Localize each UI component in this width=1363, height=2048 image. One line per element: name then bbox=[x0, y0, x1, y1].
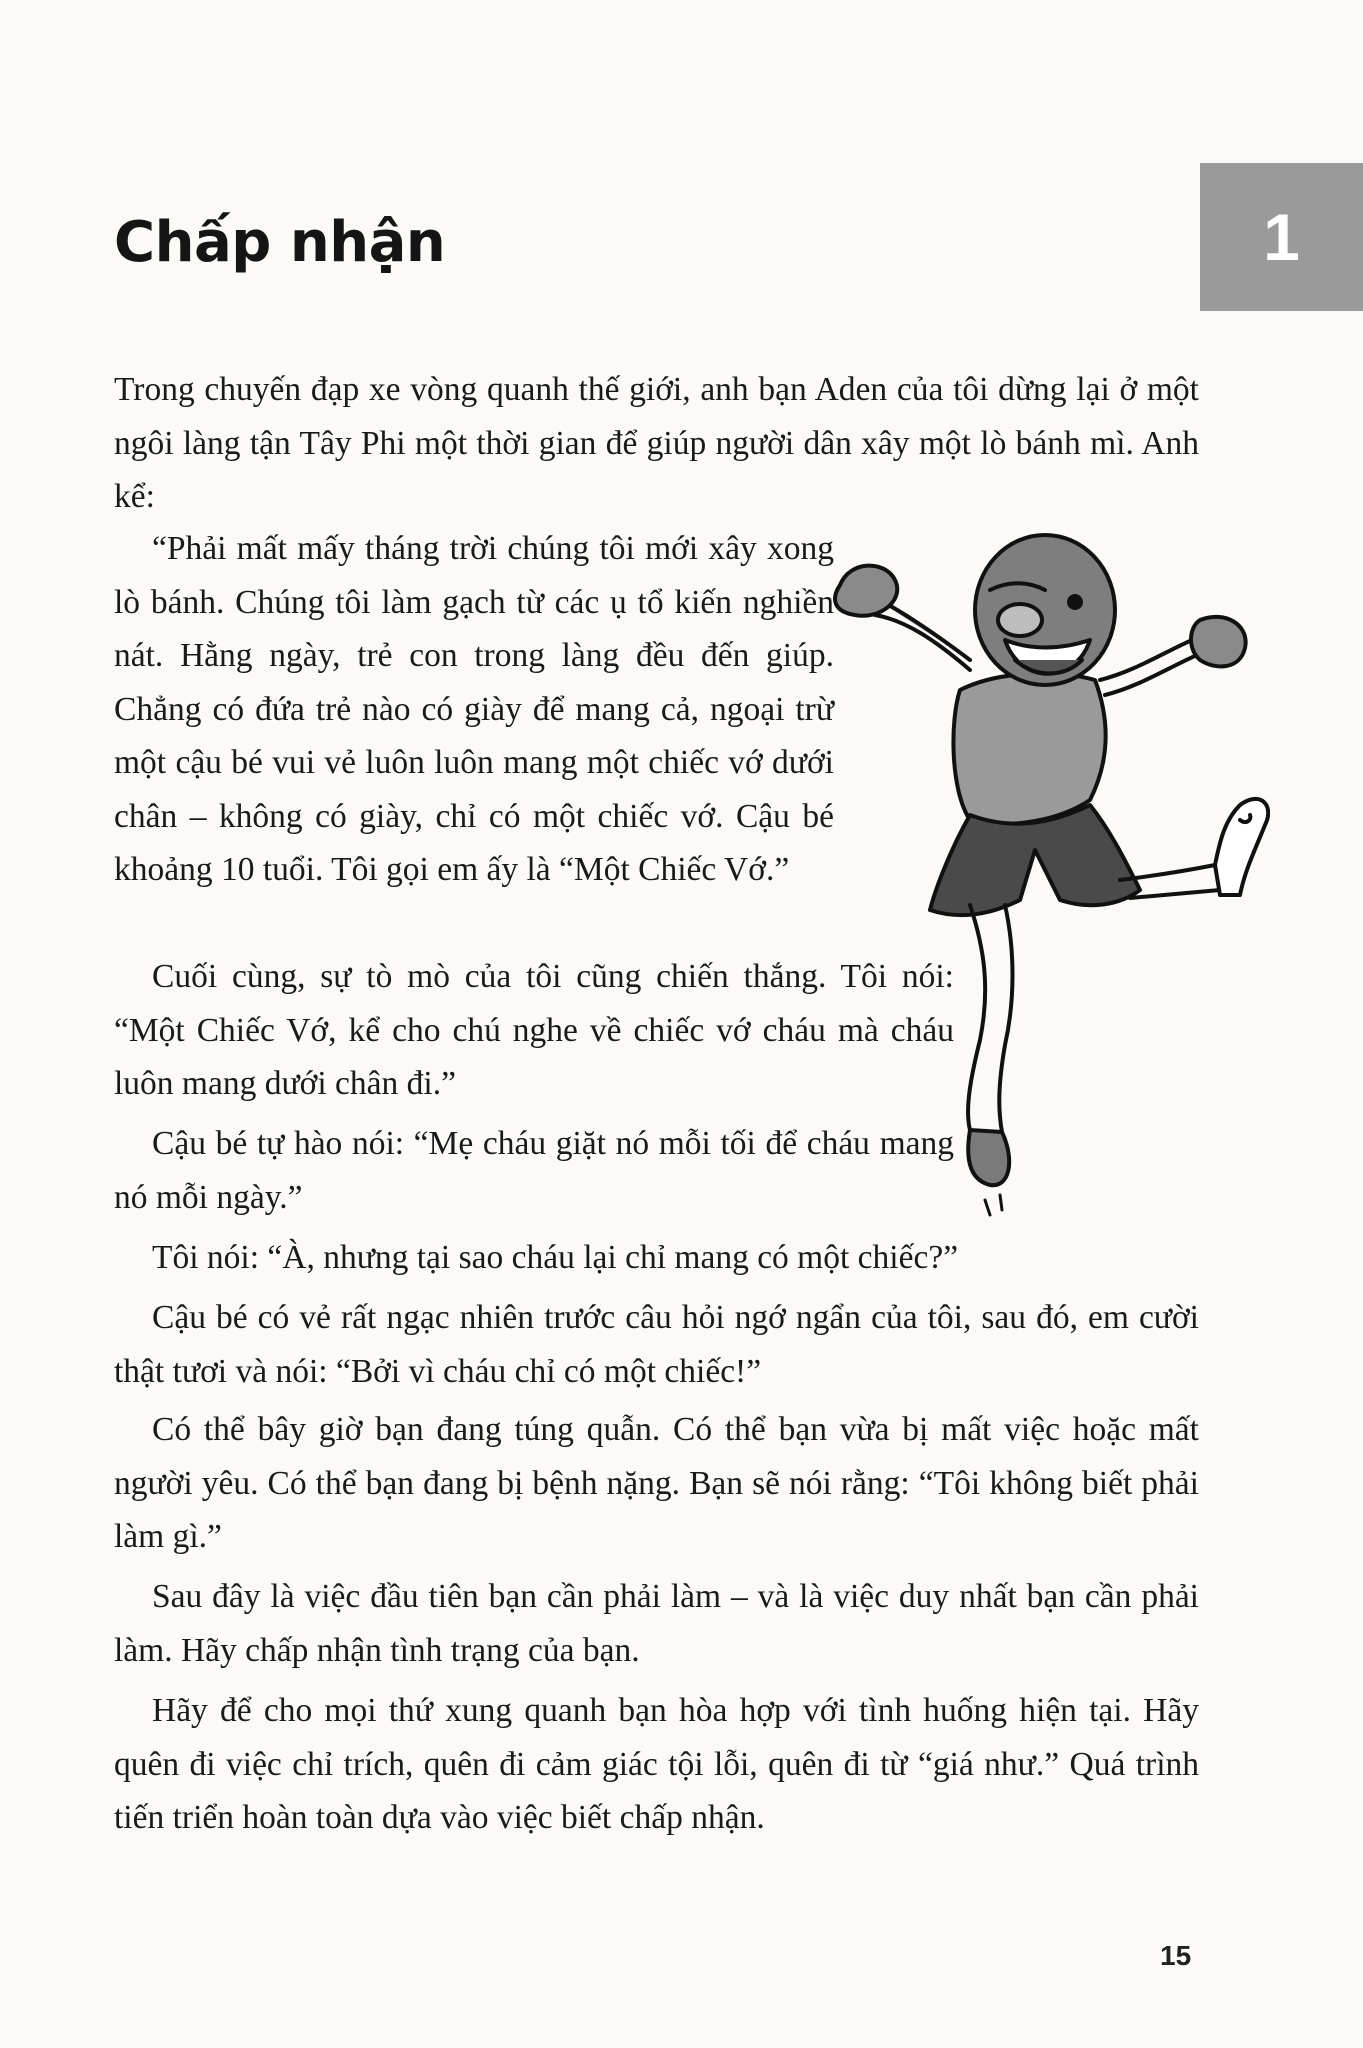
paragraph-story: “Phải mất mấy tháng trời chúng tôi mới xây xong lò bánh. Chúng tôi làm gạch từ các ụ tổ kiến nghiền nát. Hằng ngày, trẻ con trong làng đều đến giúp. Chẳng có đứa trẻ nào có giày để mang cả, ngoại trừ một cậu bé vui vẻ luôn luôn mang một chiếc vớ dưới chân – không có giày, chỉ có một chiếc vớ. Cậu bé khoảng 10 tuổi. Tôi gọi em ấy là “Một Chiếc Vớ.” bbox=[114, 530, 834, 888]
paragraph-question: Tôi nói: “À, nhưng tại sao cháu lại chỉ mang có một chiếc?” bbox=[152, 1239, 959, 1276]
paragraph-intro: Trong chuyến đạp xe vòng quanh thế giới, anh bạn Aden của tôi dừng lại ở một ngôi làng tận Tây Phi một thời gian để giúp người dân xây một lò bánh mì. Anh kể: bbox=[114, 371, 1199, 515]
paragraph-curiosity: Cuối cùng, sự tò mò của tôi cũng chiến thắng. Tôi nói: “Một Chiếc Vớ, kể cho chú nghe về chiếc vớ cháu mà cháu luôn mang dưới chân đi.” bbox=[114, 958, 954, 1102]
paragraph-answer: Cậu bé có vẻ rất ngạc nhiên trước câu hỏi ngớ ngẩn của tôi, sau đó, em cười thật tươi và nói: “Bởi vì cháu chỉ có một chiếc!” bbox=[114, 1299, 1199, 1390]
paragraph-accept: Hãy để cho mọi thứ xung quanh bạn hòa hợp với tình huống hiện tại. Hãy quên đi việc chỉ trích, quên đi cảm giác tội lỗi, quên đi từ “giá như.” Quá trình tiến triển hoàn toàn dựa vào việc biết chấp nhận. bbox=[114, 1692, 1199, 1836]
chapter-title: Chấp nhận bbox=[114, 210, 446, 275]
paragraph-first-step: Sau đây là việc đầu tiên bạn cần phải làm – và là việc duy nhất bạn cần phải làm. Hãy chấp nhận tình trạng của bạn. bbox=[114, 1578, 1199, 1669]
paragraph-proud: Cậu bé tự hào nói: “Mẹ cháu giặt nó mỗi tối để cháu mang nó mỗi ngày.” bbox=[114, 1125, 954, 1216]
chapter-tab bbox=[1200, 163, 1363, 311]
chapter-number: 1 bbox=[1263, 200, 1300, 274]
page-number: 15 bbox=[1160, 1940, 1192, 1971]
jumping-boy-one-sock-illustration bbox=[820, 520, 1270, 1220]
paragraph-situation: Có thể bây giờ bạn đang túng quẫn. Có thể bạn vừa bị mất việc hoặc mất người yêu. Có thể bạn đang bị bệnh nặng. Bạn sẽ nói rằng: “Tôi không biết phải làm gì.” bbox=[114, 1411, 1199, 1555]
